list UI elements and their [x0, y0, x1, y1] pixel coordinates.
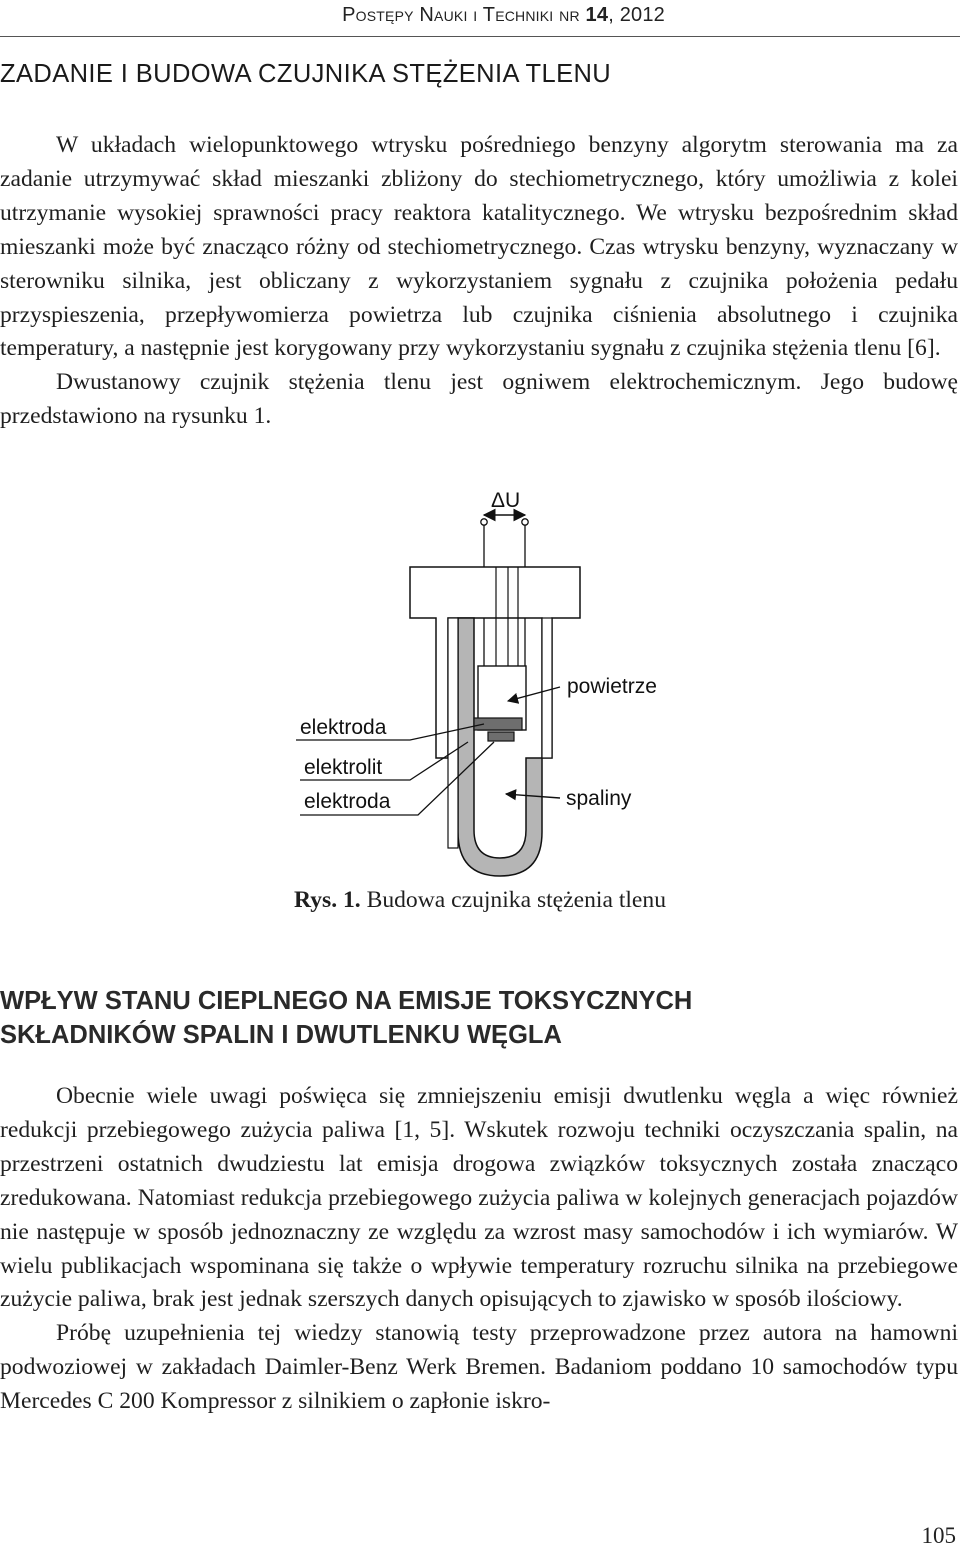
caption-text: Budowa czujnika stężenia tlenu	[360, 887, 666, 913]
outer-wall-right	[542, 618, 552, 758]
section2-body	[0, 1080, 958, 1419]
electrode-bottom-shape	[488, 732, 514, 741]
figure-caption	[0, 887, 960, 914]
section-title-line: SKŁADNIKÓW SPALIN I DWUTLENKU WĘGLA	[0, 1021, 562, 1049]
section-title-oxygen-sensor: ZADANIE I BUDOWA CZUJNIKA STĘŻENIA TLENU	[0, 60, 612, 88]
label-electrode-bottom: elektroda	[304, 790, 391, 813]
label-electrolyte: elektrolit	[304, 756, 383, 779]
label-exhaust: spaliny	[566, 787, 632, 810]
section-title-thermal-state	[0, 984, 940, 1052]
caption-lead: Rys. 1.	[294, 887, 361, 913]
paragraph: Dwustanowy czujnik stężenia tlenu jest ogniwem elektrochemicznym. Jego budowę przedstawiono na rysunku 1.	[0, 369, 958, 430]
journal-year: , 2012	[608, 4, 665, 26]
paragraph: Obecnie wiele uwagi poświęca się zmniejszeniu emisji dwutlenku węgla a więc również redukcji przebiegowego zużycia paliwa [1, 5]. Wskutek rozwoju techniki oczyszczania spalin, na przestrzeni ostatnich dwudziestu lat emisja drogowa związków toksycznych została znacząco zredukowana. Natomiast redukcja przebiegowego zużycia paliwa w kolejnych generacjach pojazdów nie następuje w sposób jednoznaczny ze względu za wzrost masy samochodów i ich wymiarów. W wielu publikacjach wspominana się także o wpływie temperatury rozruchu silnika na przebiegowe zużycie paliwa, brak jest jednak szerszych danych opisujących to zjawisko w sposób ilościowy.	[0, 1083, 958, 1313]
page-number: 105	[921, 1523, 956, 1548]
journal-name: Postępy Nauki i Techniki nr	[342, 4, 580, 26]
voltage-label: ΔU	[491, 489, 521, 512]
label-electrode-top: elektroda	[300, 716, 387, 739]
running-head	[342, 4, 665, 27]
terminal-left	[481, 519, 487, 525]
paragraph: W układach wielopunktowego wtrysku pośredniego benzyny algorytm sterowania ma za zadanie utrzymywać skład mieszanki zbliżony do stechiometrycznego, który umożliwia z kolei utrzymanie wysokiej sprawności pracy reaktora katalitycznego. We wtrysku bezpośrednim skład mieszanki może być znacząco różny od stechiometrycznego. Czas wtrysku benzyny, wyznaczany w sterowniku silnika, jest obliczany z wykorzystaniem sygnału z czujnika położenia pedału przyspieszenia, przepływomierza powietrza lub czujnika ciśnienia absolutnego i czujnika temperatury, a następnie jest korygowany przy wykorzystaniu sygnału z czujnika stężenia tlenu [6].	[0, 132, 958, 362]
electrolyte-tube	[458, 618, 542, 876]
issue-number: 14	[585, 4, 609, 26]
paragraph: Próbę uzupełnienia tej wiedzy stanowią testy przeprowadzone przez autora na hamowni podwoziowej w zakładach Daimler-Benz Werk Bremen. Badaniom poddano 10 samochodów typu Mercedes C 200 Kompressor z silnikiem o zapłonie iskro-	[0, 1320, 958, 1415]
outer-wall-left	[448, 618, 458, 848]
section1-body	[0, 129, 958, 434]
header-rule	[0, 36, 960, 37]
figure-oxygen-sensor-diagram	[260, 480, 720, 890]
label-air: powietrze	[567, 675, 657, 698]
terminal-right	[522, 519, 528, 525]
section-title-line: WPŁYW STANU CIEPLNEGO NA EMISJE TOKSYCZNYCH	[0, 987, 693, 1015]
